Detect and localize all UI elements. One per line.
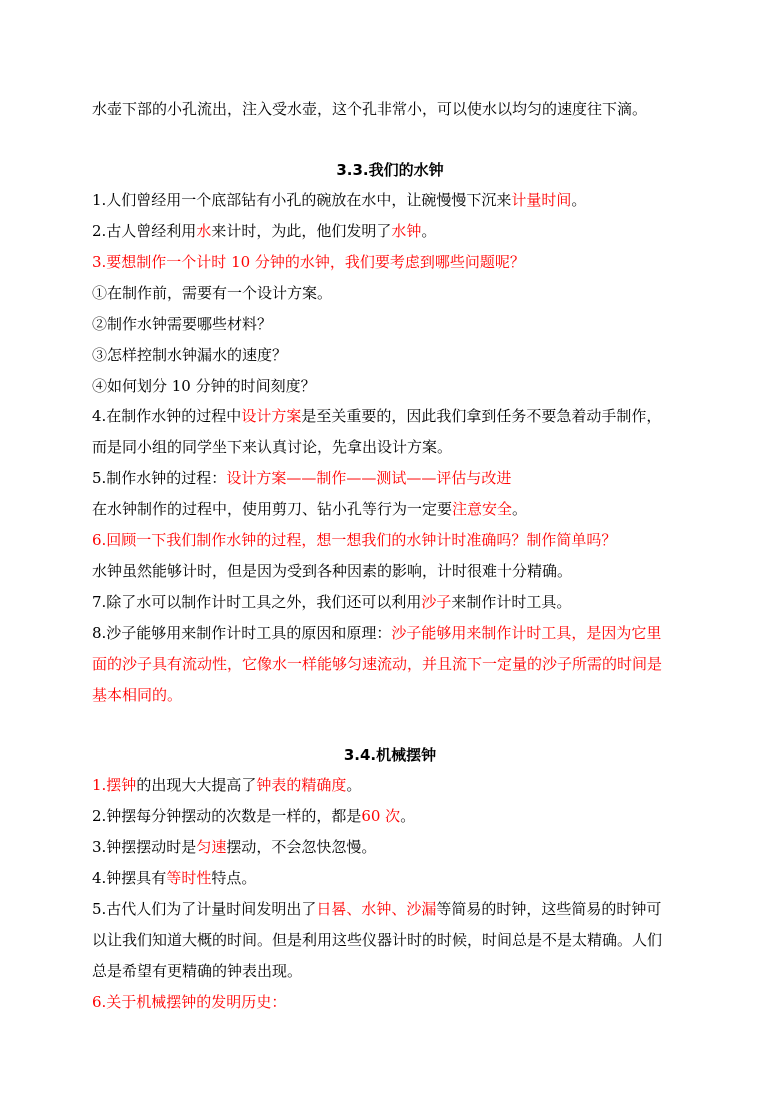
- s34-item-5-cont2: 总是希望有更精确的钟表出现。: [92, 962, 303, 980]
- s33-item-7: [92, 593, 692, 611]
- s34-item-1: [92, 776, 692, 794]
- s33-item-7-end: 来制作计时工具。: [451, 593, 572, 611]
- s34-item-1-end: 。: [346, 776, 362, 794]
- s33-item-8-text: 8.沙子能够用来制作计时工具的原因和原理：: [92, 624, 392, 642]
- s34-item-3-text: 3.钟摆摆动时是: [92, 838, 197, 856]
- s34-item-5-text: 5.古代人们为了计量时间发明出了: [92, 900, 317, 918]
- s34-item-2-end: 。: [400, 807, 416, 825]
- s33-item-2-highlight-waterclock: 水钟: [391, 222, 422, 240]
- s34-item-5-text-end: 等简易的时钟，这些简易的时钟可: [436, 900, 662, 918]
- s33-item-2-text: 2.古人曾经利用: [92, 222, 197, 240]
- s34-item-4-end: 特点。: [211, 869, 257, 887]
- s33-subitem-4: ④如何划分 10 分钟的时间刻度？: [92, 377, 316, 395]
- s33-item-1-end: 。: [571, 191, 587, 209]
- s33-item-2-end: 。: [421, 222, 437, 240]
- s33-item-4-text-end: 是至关重要的，因此我们拿到任务不要急着动手制作，: [301, 407, 662, 425]
- s33-item-7-highlight: 沙子: [421, 593, 452, 611]
- s33-item-5-note-highlight: 注意安全: [452, 500, 513, 518]
- s33-item-4-highlight: 设计方案: [241, 407, 302, 425]
- section-3-3-title: 3.3.我们的水钟: [336, 161, 444, 179]
- s33-item-5-note-text: 在水钟制作的过程中，使用剪刀、钻小孔等行为一定要: [92, 500, 453, 518]
- s34-item-3-highlight: 匀速: [196, 838, 227, 856]
- intro-paragraph: 水壶下部的小孔流出，注入受水壶，这个孔非常小，可以使水以均匀的速度往下滴。: [92, 100, 648, 118]
- s33-item-8-highlight: 沙子能够用来制作计时工具，是因为它里: [391, 624, 662, 642]
- s33-item-1: [92, 191, 692, 209]
- s33-item-5-text: 5.制作水钟的过程：: [92, 469, 227, 487]
- s33-item-7-text: 7.除了水可以制作计时工具之外，我们还可以利用: [92, 593, 422, 611]
- s33-item-6-question: 6.回顾一下我们制作水钟的过程，想一想我们的水钟计时准确吗？制作简单吗？: [92, 531, 617, 549]
- s33-item-8-cont: 面的沙子具有流动性，它像水一样能够匀速流动，并且流下一定量的沙子所需的时间是: [92, 655, 663, 673]
- s34-item-2: [92, 807, 692, 825]
- s34-item-3-end: 摆动，不会忽快忽慢。: [226, 838, 377, 856]
- s34-item-1-highlight-2: 钟表的精确度: [256, 776, 347, 794]
- s34-item-4-text: 4.钟摆具有: [92, 869, 167, 887]
- s33-item-4: [92, 407, 692, 425]
- s33-item-5-highlight: 设计方案——制作——测试——评估与改进: [226, 469, 512, 487]
- s33-item-5: [92, 469, 692, 487]
- s33-subitem-3: ③怎样控制水钟漏水的速度？: [92, 346, 288, 364]
- s33-item-5-note-end: 。: [512, 500, 528, 518]
- s33-item-6-answer: 水钟虽然能够计时，但是因为受到各种因素的影响，计时很难十分精确。: [92, 562, 573, 580]
- section-3-4-title: 3.4.机械摆钟: [343, 746, 437, 764]
- s34-item-1-text: 的出现大大提高了: [136, 776, 257, 794]
- s33-subitem-2: ②制作水钟需要哪些材料？: [92, 315, 273, 333]
- s34-item-6: 6.关于机械摆钟的发明历史：: [92, 993, 287, 1011]
- s34-item-2-highlight: 60 次: [361, 807, 401, 825]
- s33-item-1-text: 1.人们曾经用一个底部钻有小孔的碗放在水中，让碗慢慢下沉来: [92, 191, 512, 209]
- s33-item-4-cont: 而是同小组的同学坐下来认真讨论，先拿出设计方案。: [92, 438, 453, 456]
- s33-item-8-cont2: 基本相同的。: [92, 686, 183, 704]
- s34-item-4: [92, 869, 692, 887]
- s33-item-1-highlight: 计量时间: [511, 191, 572, 209]
- s34-item-4-highlight: 等时性: [166, 869, 212, 887]
- s33-item-2-text-mid: 来计时，为此，他们发明了: [211, 222, 392, 240]
- s34-item-5-cont: 以让我们知道大概的时间。但是利用这些仪器计时的时候，时间总是不是太精确。人们: [92, 931, 663, 949]
- s33-item-5-note: [92, 500, 692, 518]
- s33-item-4-text: 4.在制作水钟的过程中: [92, 407, 242, 425]
- s33-item-3-question: 3.要想制作一个计时 10 分钟的水钟，我们要考虑到哪些问题呢？: [92, 253, 525, 271]
- s33-item-2: [92, 222, 692, 240]
- s34-item-2-text: 2.钟摆每分钟摆动的次数是一样的，都是: [92, 807, 362, 825]
- s34-item-5-highlight: 日晷、水钟、沙漏: [316, 900, 437, 918]
- s33-item-2-highlight-water: 水: [196, 222, 212, 240]
- s34-item-5: [92, 900, 692, 918]
- s33-item-8: [92, 624, 692, 642]
- s33-subitem-1: ①在制作前，需要有一个设计方案。: [92, 284, 333, 302]
- s34-item-3: [92, 838, 692, 856]
- s34-item-1-highlight: 1.摆钟: [92, 776, 137, 794]
